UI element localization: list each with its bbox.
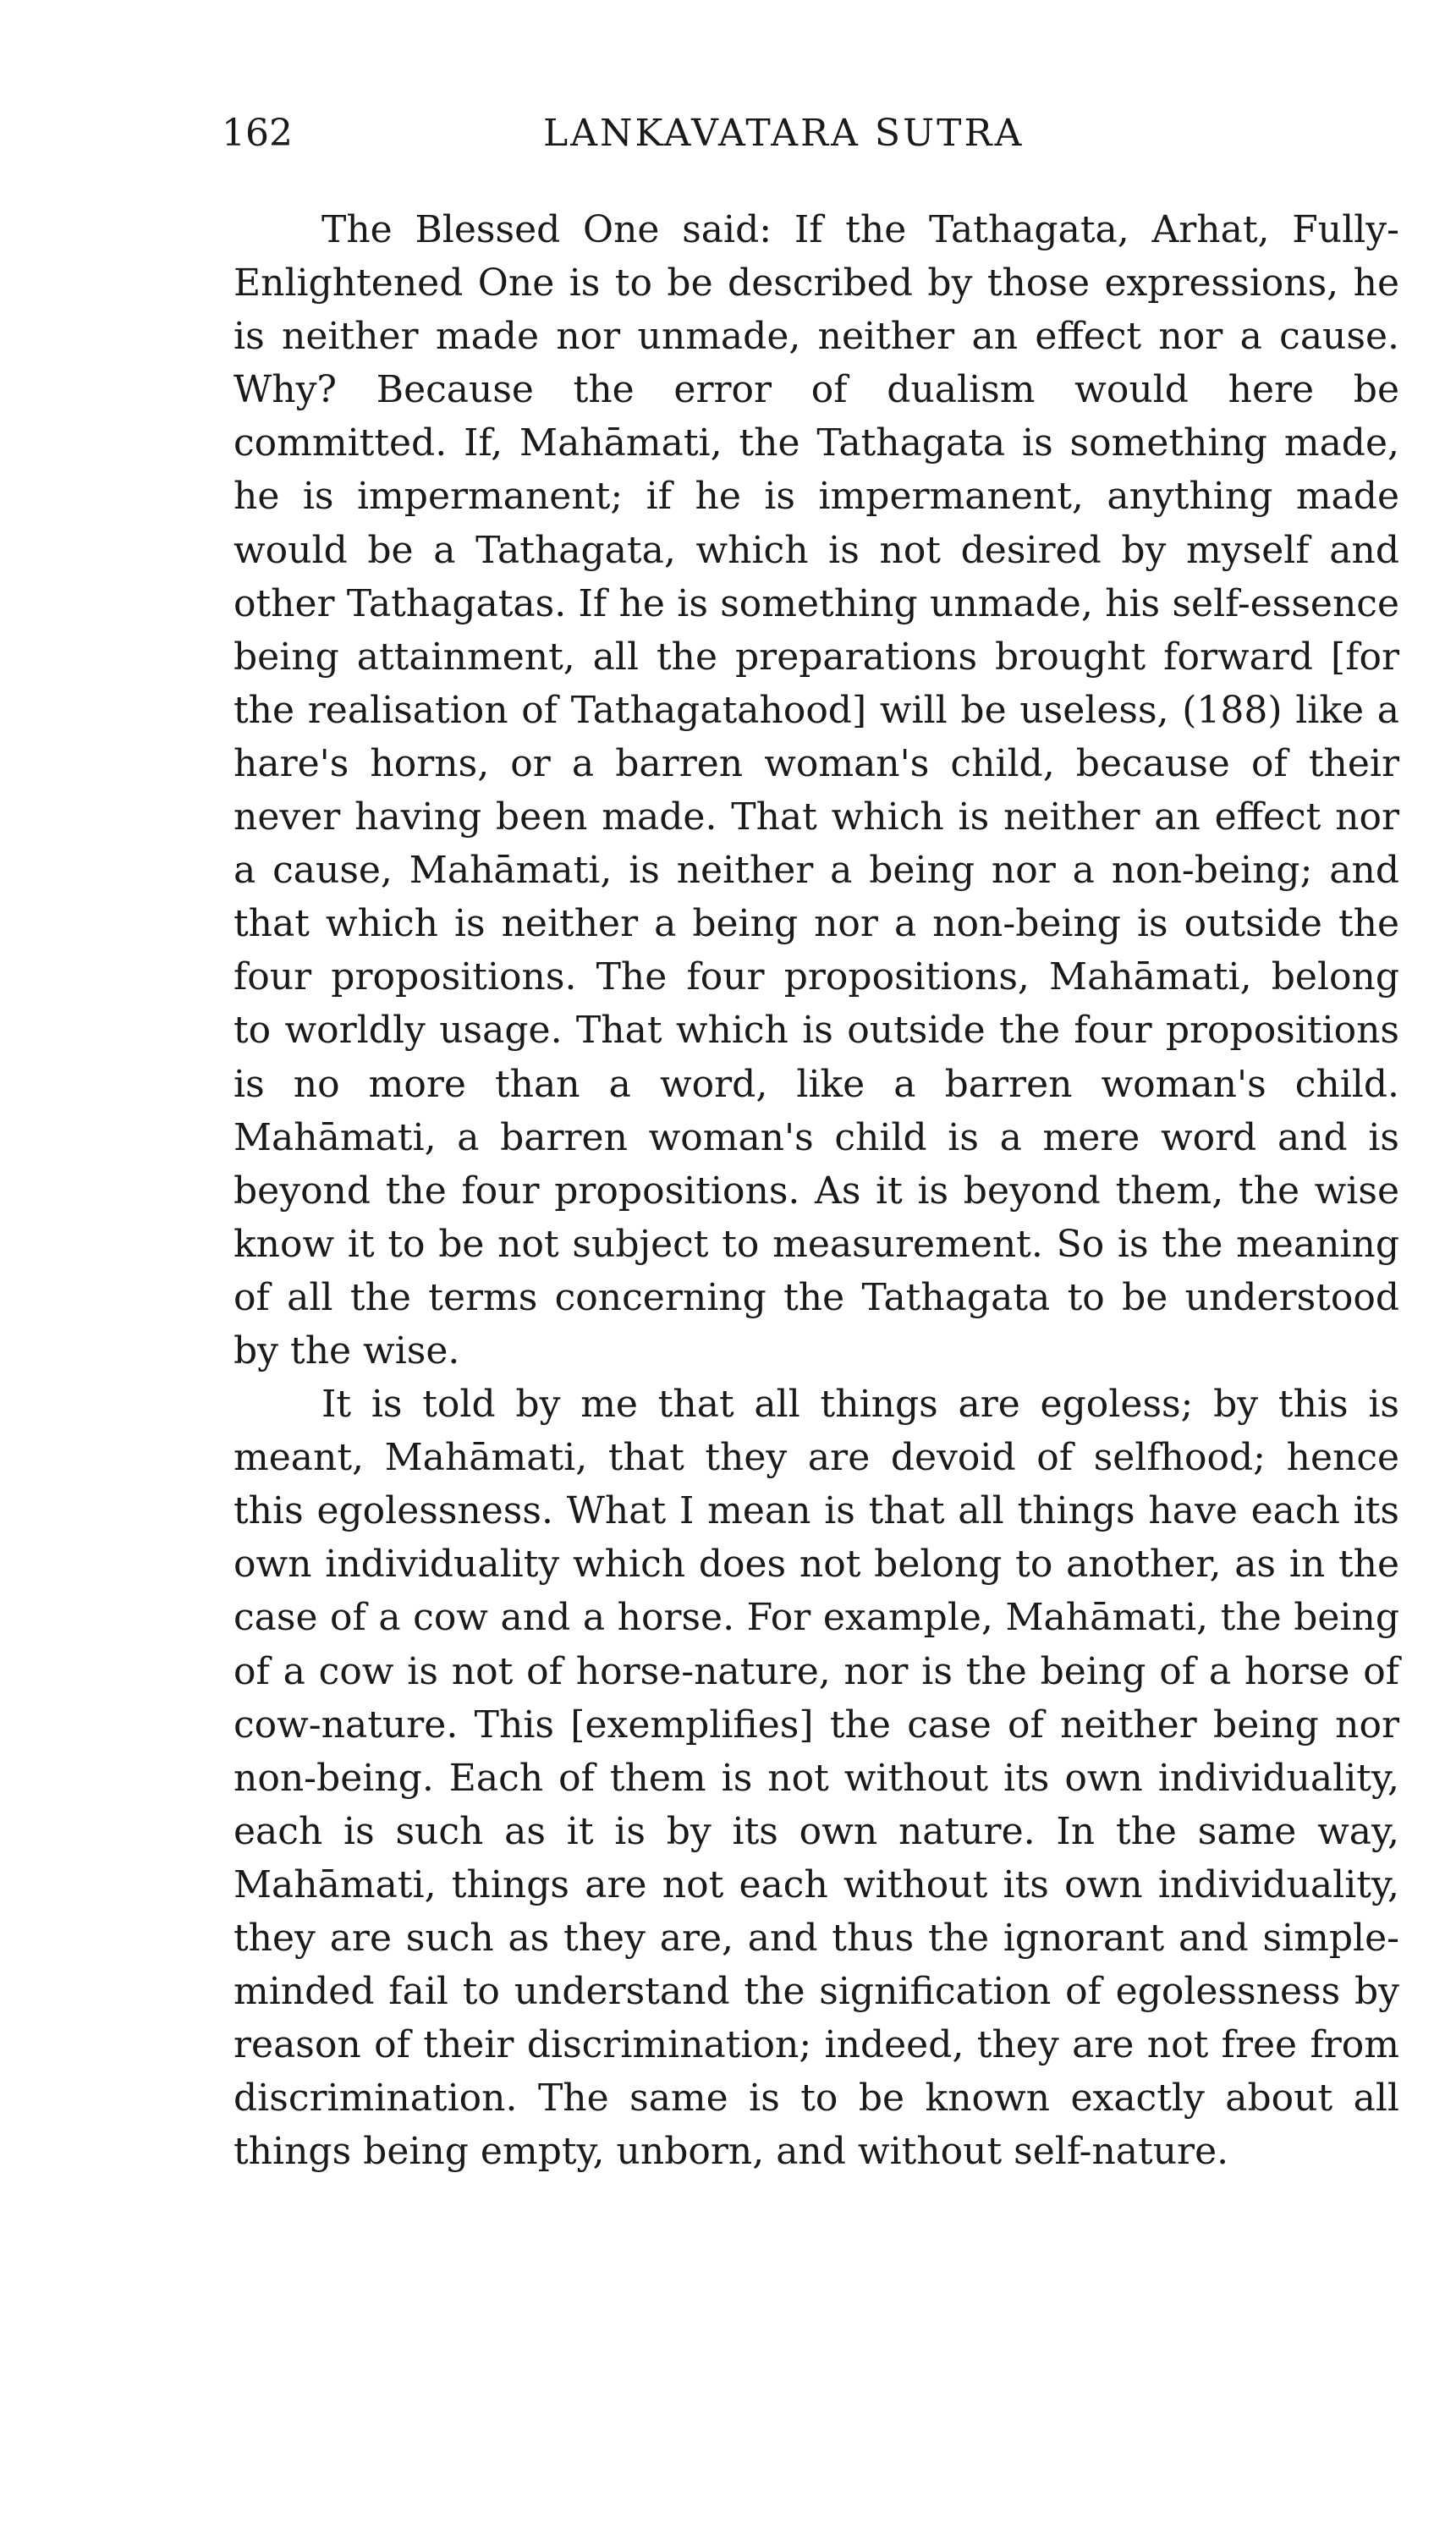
running-head bbox=[222, 108, 1398, 159]
paragraph-2: It is told by me that all things are egoless; by this is meant, Mahāmati, that they are devoid of selfhood; hence this egolessness. What I mean is that all things have each its own individuality which does not belong to another, as in the case of a cow and a horse. For example, Mahāmati, the being of a cow is not of horse-nature, nor is the being of a horse of cow-nature. This [exemplifies] the case of neither being nor non-being. Each of them is not without its own individuality, each is such as it is by its own nature. In the same way, Mahāmati, things are not each without its own individuality, they are such as they are, and thus the ignorant and simple-minded fail to understand the signification of egolessness by reason of their discrimination; indeed, they are not free from discrimination. The same is to be known exactly about all things being empty, unborn, and without self-nature. bbox=[234, 1383, 1399, 2174]
running-title: LANKAVATARA SUTRA bbox=[543, 112, 1025, 155]
body-text bbox=[234, 203, 1399, 2178]
page-number: 162 bbox=[222, 112, 293, 155]
paragraph-1: The Blessed One said: If the Tathagata, Arhat, Fully-Enlightened One is to be described by those expressions, he is neither made nor unmade, neither an effect nor a cause. Why? Because the error of dualism would here be committed. If, Mahāmati, the Tathagata is something made, he is impermanent; if he is impermanent, anything made would be a Tathagata, which is not desired by myself and other Tathagatas. If he is something unmade, his self-essence being attainment, all the preparations brought forward [for the realisation of Tathagatahood] will be useless, (188) like a hare's horns, or a barren woman's child, because of their never having been made. That which is neither an effect nor a cause, Mahāmati, is neither a being nor a non-being; and that which is neither a being nor a non-being is outside the four propositions. The four propositions, Mahāmati, belong to worldly usage. That which is outside the four propositions is no more than a word, like a barren woman's child. Mahāmati, a barren woman's child is a mere word and is beyond the four propositions. As it is beyond them, the wise know it to be not subject to measurement. So is the meaning of all the terms concerning the Tathagata to be understood by the wise. bbox=[234, 208, 1399, 1373]
